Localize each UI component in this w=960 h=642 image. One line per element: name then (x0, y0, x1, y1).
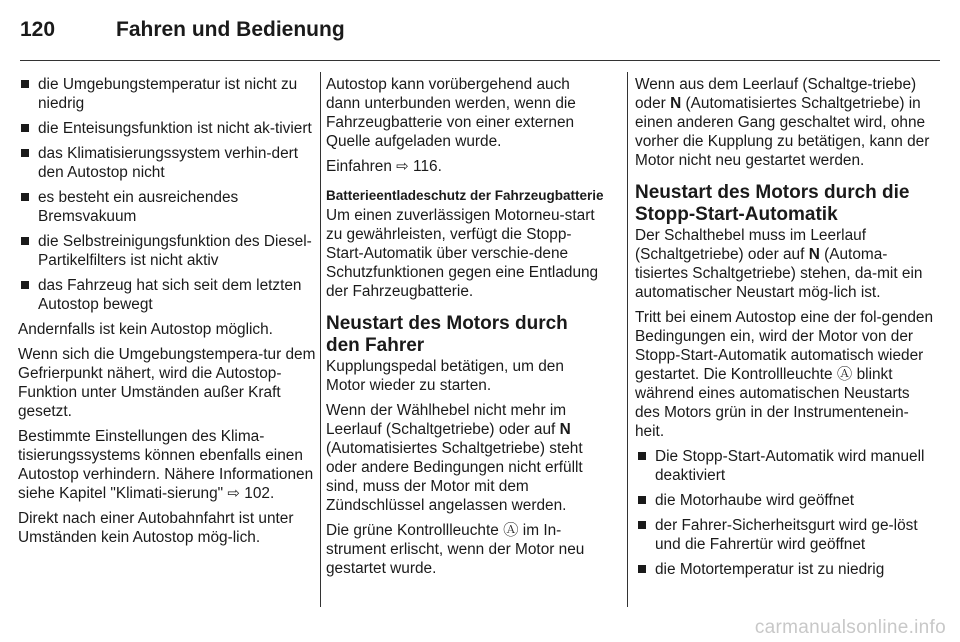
gear-indicator: N (559, 421, 571, 438)
column-3 (635, 75, 937, 585)
paragraph: Direkt nach einer Autobahnfahrt ist unter Umständen kein Autostop mög-lich. (18, 510, 294, 546)
list-item: das Klimatisierungssystem verhin-dert den Autostop nicht (18, 144, 316, 182)
paragraph (326, 401, 606, 515)
restart-condition-list (635, 447, 937, 579)
header-divider (20, 60, 940, 61)
paragraph-text: blinkt während eines automatischen Neustarts des Motors grün in der Instrumentenein-heit. (635, 366, 910, 440)
paragraph-text: Einfahren (326, 158, 392, 175)
column-divider (627, 72, 628, 607)
paragraph: Kupplungspedal betätigen, um den Motor wieder zu starten. (326, 358, 564, 394)
paragraph-text: (Automatisiertes Schaltgetriebe) in einen anderen Gang geschaltet wird, ohne vorher die Kupplung zu betätigen, kann der Motor nicht neu gestartet werden. (635, 95, 930, 169)
paragraph: Autostop kann vorübergehend auch dann unterbunden werden, wenn die Fahrzeugbatterie von einer externen Quelle aufgeladen wurde. (326, 76, 576, 150)
page-number: 120 (20, 18, 56, 41)
list-item: die Umgebungstemperatur ist nicht zu niedrig (18, 75, 316, 113)
gear-indicator: N (670, 95, 682, 112)
column-divider (320, 72, 321, 607)
column-1 (18, 75, 316, 553)
paragraph (635, 75, 937, 170)
condition-list (18, 75, 316, 314)
paragraph (326, 157, 606, 176)
list-item: es besteht ein ausreichendes Bremsvakuum (18, 188, 316, 226)
paragraph-text: (Automa-tisiertes Schaltgetriebe) stehen, da-mit ein automatischer Neustart mög-lich ist. (635, 246, 923, 301)
page-reference[interactable]: 116. (413, 158, 442, 175)
paragraph-text: Bestimmte Einstellungen des Klima-tisierungssystems können ebenfalls einen Autostop verhindern. Nähere Informationen siehe Kapitel "Klimati-sierung" (18, 428, 314, 502)
page-reference[interactable]: 102. (244, 485, 275, 502)
paragraph-text: (Automatisiertes Schaltgetriebe) steht oder andere Bedingungen nicht erfüllt sind, muss der Motor mit dem Zündschlüssel angelassen werden. (326, 440, 583, 514)
autostop-lamp-icon: Ⓐ (836, 366, 853, 383)
page-reference-arrow-icon: ⇨ (396, 158, 409, 175)
list-item: die Motorhaube wird geöffnet (635, 491, 937, 510)
paragraph-text: Wenn der Wählhebel nicht mehr im Leerlauf (Schaltgetriebe) oder auf (326, 402, 567, 438)
page-header (20, 14, 940, 54)
watermark: carmanualsonline.info (754, 617, 946, 638)
paragraph-text: im In-strument erlischt, wenn der Motor neu gestartet wurde. (326, 522, 585, 577)
subheading: Batterieentladeschutz der Fahrzeugbatterie (326, 188, 604, 203)
list-item: Die Stopp-Start-Automatik wird manuell deaktiviert (635, 447, 937, 485)
paragraph (326, 521, 606, 578)
paragraph-text: Die grüne Kontrollleuchte (326, 522, 499, 539)
paragraph: Um einen zuverlässigen Motorneu-start zu gewährleisten, verfügt die Stopp-Start-Automatik über verschie-dene Schutzfunktionen gegen eine Entladung der Fahrzeugbatterie. (326, 207, 599, 300)
paragraph (635, 226, 937, 302)
section-heading: Neustart des Motors durch die Stopp-Start-Automatik (635, 182, 910, 225)
autostop-lamp-icon: Ⓐ (503, 522, 519, 539)
paragraph (635, 308, 937, 441)
paragraph-text: Tritt bei einem Autostop eine der fol-genden Bedingungen ein, wird der Motor von der Stopp-Start-Automatik automatisch wieder gestartet. Die Kontrollleuchte (635, 309, 934, 383)
gear-indicator: N (808, 246, 820, 263)
list-item: die Enteisungsfunktion ist nicht ak-tiviert (18, 119, 316, 138)
list-item: der Fahrer-Sicherheitsgurt wird ge-löst und die Fahrertür wird geöffnet (635, 516, 937, 554)
page-title: Fahren und Bedienung (116, 18, 345, 41)
page-reference-arrow-icon: ⇨ (227, 485, 240, 502)
column-2 (326, 75, 606, 584)
paragraph: Andernfalls ist kein Autostop möglich. (18, 321, 273, 338)
paragraph-text: Der Schalthebel muss im Leerlauf (Schaltgetriebe) oder auf (635, 227, 866, 263)
list-item: die Selbstreinigungsfunktion des Diesel-Partikelfilters ist nicht aktiv (18, 232, 316, 270)
paragraph (18, 427, 316, 503)
paragraph-text: Wenn aus dem Leerlauf (Schaltge-triebe) oder (635, 76, 917, 112)
list-item: das Fahrzeug hat sich seit dem letzten Autostop bewegt (18, 276, 316, 314)
paragraph: Wenn sich die Umgebungstempera-tur dem Gefrierpunkt nähert, wird die Autostop-Funktion unter Umständen außer Kraft gesetzt. (18, 346, 316, 420)
list-item: die Motortemperatur ist zu niedrig (635, 560, 937, 579)
section-heading: Neustart des Motors durch den Fahrer (326, 313, 568, 356)
